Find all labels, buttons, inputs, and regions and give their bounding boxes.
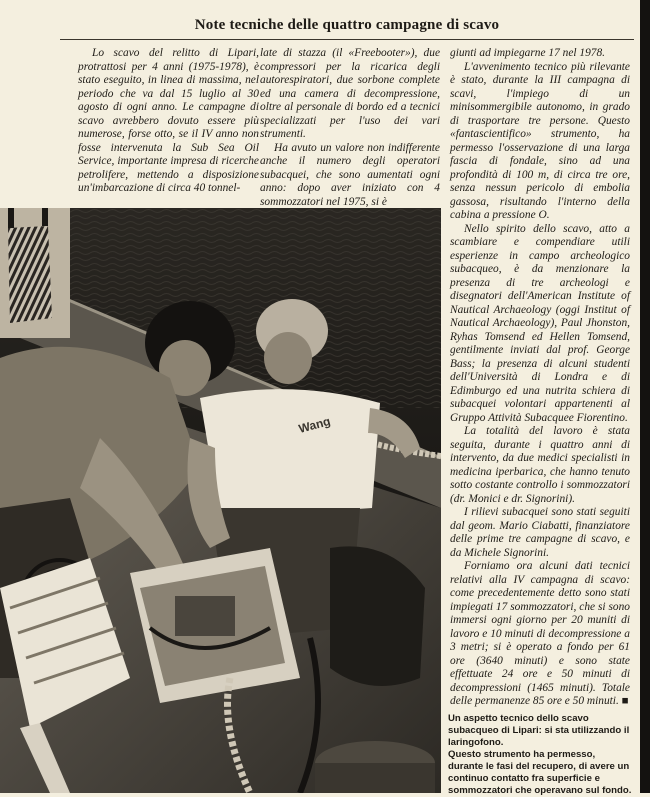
- caption-line: Un aspetto tecnico dello scavo subacqueo di Lipari: si sta utilizzando il laringofono.: [448, 713, 630, 748]
- paragraph: Nello spirito dello scavo, atto a scambiare e compendiare utili esperienze in campo archeologico subacqueo, è da menzionare la presenza di tre archeologi e disegnatori dell'American Institute of Nautical Archaeology (oggi Institut of Nautical Archaeology), Paul Jhonston, Ryhas Tomsend ed Hellen Tomsend, gentilmente inviati dal prof. George Bass; la presenza di alcuni studenti dell'Università di Londra e di Edimburgo ed una nutrita schiera di subacquei volontari appartenenti al Gruppo Attività Subacquee Fiorentino.: [450, 222, 630, 424]
- paragraph: [450, 560, 630, 709]
- paragraph: late di stazza (il «Freebooter»), due compressori per la ricarica degli autorespiratori, due sorbone complete ed una camera di decompressione, oltre al personale di bordo ed a tecnici specializzati per l'uso dei vari strumenti.: [260, 47, 440, 140]
- page-edge-bar: [640, 0, 650, 793]
- photo-illustration: [0, 208, 441, 793]
- paragraph: Lo scavo del relitto di Lipari, protrattosi per 4 anni (1975-1978), è stato eseguito, in linea di massima, nel periodo che va dal 15 luglio al 30 agosto di ogni anno. Le campagne di scavo avrebbero dovuto essere più numerose, forse otto, se il IV anno non fosse intervenuta la Sub Sea Oil Service, importante impresa di ricerche petrolifere, mettendo a disposizione un'imbarcazione di circa 40 tonnel-: [78, 47, 259, 194]
- end-of-article-mark: ■: [621, 695, 629, 707]
- paragraph: giunti ad impiegarne 17 nel 1978.: [450, 47, 606, 59]
- paragraph: Ha avuto un valore non indifferente anche il numero degli operatori subacquei, che sono aumentati ogni anno: dopo aver iniziato con 4 sommozzatori nel 1975, si è: [260, 141, 440, 208]
- caption-line: Questo strumento ha permesso, durante le fasi del recupero, di avere un continuo contatto fra superficie e sommozzatori che operavano sul fondo.: [448, 749, 632, 796]
- paragraph: I rilievi subacquei sono stati seguiti dal geom. Mario Ciabatti, finanziatore delle prime tre campagne di scavo, e da Michele Signorini.: [450, 506, 630, 559]
- text-column-1: [78, 47, 259, 212]
- paragraph: La totalità del lavoro è stata seguita, durante i quattro anni di intervento, da due medici specialisti in medicina iperbarica, che hanno tenuto sotto costante controllo i sommozzatori (dr. Monici e dr. Signorini).: [450, 425, 630, 505]
- text-column-3: [450, 47, 630, 707]
- paragraph: L'avvenimento tecnico più rilevante è stato, durante la III campagna di scavi, l'impiego di un minisommergibile autonomo, in grado di trasportare tre persone. Questo «fantascientifico» strumento, ha permesso l'osservazione di una larga fascia di fondale, sino ad una profondità di 100 m, di circa tre ore, senza nessun pericolo di embolia gassosa, risultando l'interno della cabina a pressione O.: [450, 60, 630, 221]
- article-photo: [0, 208, 441, 793]
- photo-caption: [448, 713, 632, 797]
- article-title: Note tecniche delle quattro campagne di scavo: [194, 16, 500, 33]
- article-header: [60, 11, 634, 40]
- text-column-2: [260, 47, 440, 212]
- paragraph-text: Forniamo ora alcuni dati tecnici relativi alla IV campagna di scavo: come precedentemente detto sono stati impiegati 17 sommozzatori, che si sono immersi ogni giorno per 20 muniti di lavoro e 10 minuti di decompressione a 3 metri; si è operato a fondo per 61 ore (3640 minuti) e sono state effettuate 24 ore e 50 minuti di decompressioni (1465 minuti). Totale delle permanenze 85 ore e 50 minuti.: [450, 560, 630, 707]
- shirt-print: Wang: [297, 414, 332, 436]
